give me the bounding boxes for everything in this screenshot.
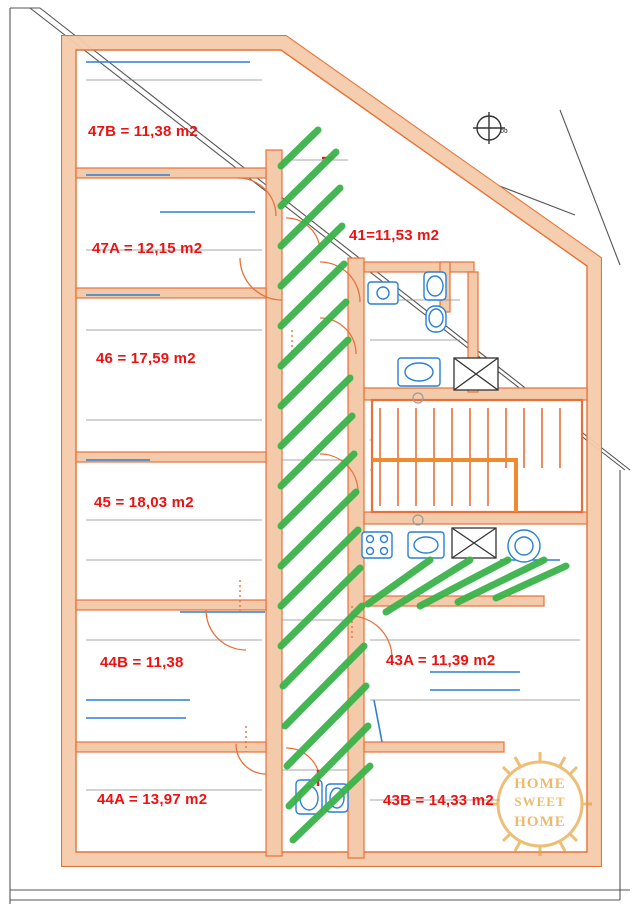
room-label: 44A = 13,97 m2 [97,791,208,808]
staircase [372,393,582,525]
watermark-line-2: SWEET [514,794,566,809]
north-arrow-sub-label: ∞ [500,125,508,137]
room-label: 43A = 11,39 m2 [386,652,496,669]
room-label: 47B = 11,38 m2 [88,123,198,140]
room-label: 43B = 14,33 m2 [383,792,494,809]
room-label: 46 = 17,59 m2 [96,350,196,367]
room-label: 45 = 18,03 m2 [94,494,194,511]
watermark-line-1: HOME [514,776,566,792]
room-label: 44B = 11,38 [100,654,184,671]
room-label: 41=11,53 m2 [349,227,440,244]
watermark [479,752,601,856]
room-label: 47A = 12,15 m2 [92,240,203,257]
watermark-line-3: HOME [514,814,566,830]
